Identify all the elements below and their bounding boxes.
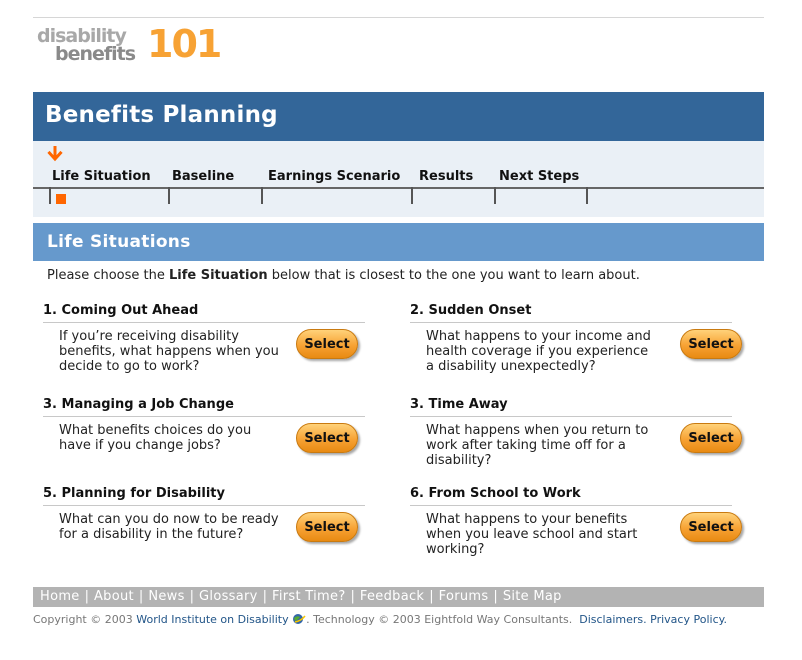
copyright-notice: [33, 613, 727, 626]
footer-link-home[interactable]: Home: [40, 589, 80, 604]
step-earnings-scenario[interactable]: Earnings Scenario: [268, 169, 401, 184]
select-button-planning-for-disability[interactable]: Select: [296, 512, 358, 542]
situation-divider: [410, 416, 732, 417]
footer-link-news[interactable]: News: [148, 589, 185, 604]
situation-divider: [43, 505, 365, 506]
step-life-situation[interactable]: Life Situation: [52, 169, 151, 184]
intro-text-end: below that is closest to the one you want to learn about.: [267, 268, 640, 283]
situation-divider: [43, 416, 365, 417]
situation-description: What happens when you return to work after taking time off for a disability?: [426, 423, 649, 468]
intro-text-bold: Life Situation: [168, 268, 268, 283]
select-button-coming-out-ahead[interactable]: Select: [296, 329, 358, 359]
step-tick: [411, 187, 413, 204]
situation-description: If you’re receiving disability benefits, what happens when you decide to go to work?: [59, 329, 279, 374]
situation-divider: [410, 322, 732, 323]
privacy-policy-link[interactable]: Privacy Policy.: [650, 613, 728, 626]
footer-nav: [33, 587, 764, 607]
situation-title: 3. Time Away: [410, 397, 508, 412]
logo-word-benefits: benefits: [55, 43, 136, 65]
intro-text: [47, 268, 640, 283]
footer-link-site-map[interactable]: Site Map: [502, 589, 562, 604]
situation-title: 1. Coming Out Ahead: [43, 303, 199, 318]
situation-title: 5. Planning for Disability: [43, 486, 225, 501]
situation-description: What happens to your income and health coverage if you experience a disability unexpectedly?: [426, 329, 651, 374]
footer-separator: |: [262, 589, 268, 604]
situation-title: 2. Sudden Onset: [410, 303, 532, 318]
step-tick: [49, 187, 51, 204]
footer-link-forums[interactable]: Forums: [438, 589, 489, 604]
footer-separator: |: [429, 589, 434, 604]
situation-divider: [43, 322, 365, 323]
page-title: Benefits Planning: [45, 102, 278, 128]
footer-separator: |: [138, 589, 144, 604]
footer-separator: |: [84, 589, 89, 604]
step-next-steps[interactable]: Next Steps: [499, 169, 580, 184]
select-button-school-to-work[interactable]: Select: [680, 512, 742, 542]
select-button-sudden-onset[interactable]: Select: [680, 329, 742, 359]
select-button-managing-job-change[interactable]: Select: [296, 423, 358, 453]
progress-steps: [33, 141, 764, 217]
situation-description: What can you do now to be ready for a disability in the future?: [59, 512, 279, 542]
page-header: [33, 92, 764, 141]
situation-title: 3. Managing a Job Change: [43, 397, 234, 412]
footer-link-feedback[interactable]: Feedback: [359, 589, 425, 604]
footer-separator: |: [493, 589, 498, 604]
situation-title: 6. From School to Work: [410, 486, 581, 501]
footer-link-glossary[interactable]: Glossary: [199, 589, 258, 604]
select-button-time-away[interactable]: Select: [680, 423, 742, 453]
current-step-arrow-icon: [47, 146, 63, 162]
footer-link-first-time[interactable]: First Time?: [272, 589, 346, 604]
current-step-marker: [56, 194, 66, 204]
logo-number: 101: [147, 22, 221, 66]
wid-link[interactable]: World Institute on Disability: [136, 613, 289, 626]
section-header: [33, 223, 764, 261]
step-tick: [168, 187, 170, 204]
section-title: Life Situations: [47, 232, 191, 252]
footer-separator: |: [189, 589, 195, 604]
copyright-middle: . Technology © 2003 Eightfold Way Consultants.: [306, 613, 573, 626]
footer-link-about[interactable]: About: [93, 589, 134, 604]
disclaimers-link[interactable]: Disclaimers.: [579, 613, 647, 626]
situation-description: What benefits choices do you have if you change jobs?: [59, 423, 252, 453]
step-baseline[interactable]: Baseline: [172, 169, 235, 184]
step-results[interactable]: Results: [419, 169, 474, 184]
step-tick: [586, 187, 588, 204]
logo-word-disability: disability: [37, 25, 126, 47]
progress-line: [33, 187, 764, 189]
footer-separator: |: [350, 589, 355, 604]
step-tick: [261, 187, 263, 204]
site-logo[interactable]: [37, 22, 221, 70]
situation-divider: [410, 505, 732, 506]
step-tick: [494, 187, 496, 204]
globe-icon: [292, 613, 306, 624]
copyright-prefix: Copyright © 2003: [33, 613, 137, 626]
intro-text-start: Please choose the: [47, 268, 169, 283]
situation-description: What happens to your benefits when you leave school and start working?: [426, 512, 638, 557]
top-divider: [33, 17, 764, 18]
